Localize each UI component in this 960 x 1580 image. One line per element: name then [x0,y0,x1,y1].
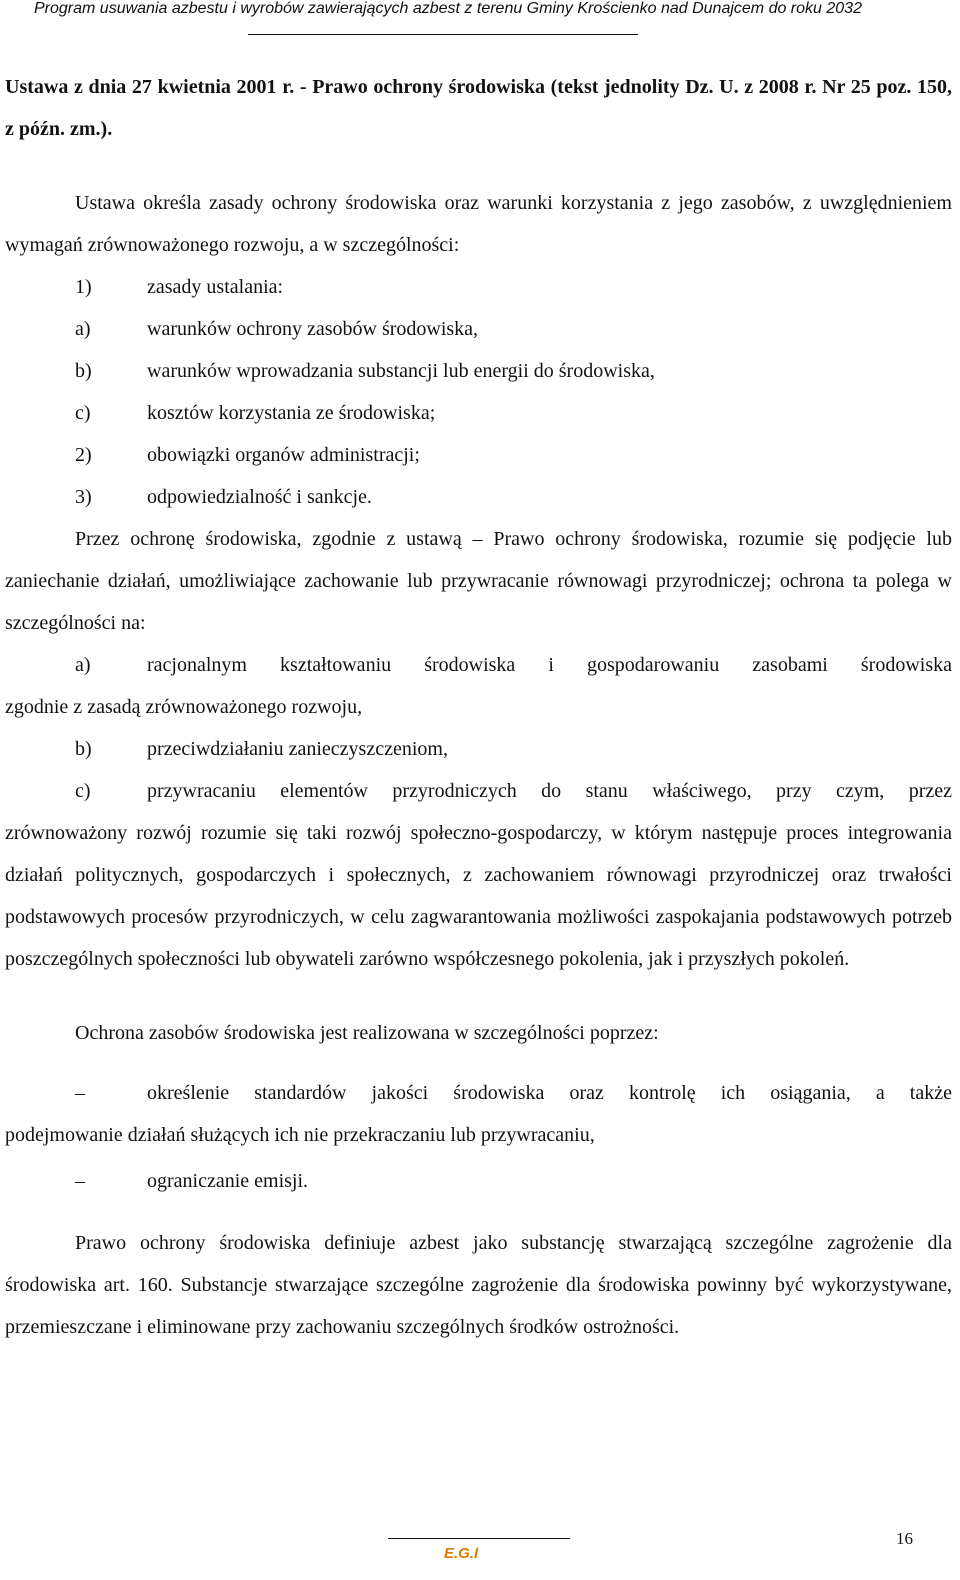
dash-item-first-line [5,1072,952,1114]
asbestus-paragraph: Prawo ochrony środowiska definiuje azbest jako substancję stwarzającą szczególne zagrożenie dla środowiska art. 160. Substancje stwarzające szczególne zagrożenie dla środowiska powinny być wykorzystywane, przemieszczane i eliminowane przy zachowaniu szczególnych środków ostrożności. [5,1232,952,1338]
footer-brand-logo: E.G.I [444,1545,479,1562]
scope-list [5,266,952,518]
dash-marker: – [75,1170,85,1192]
list-text: warunków ochrony zasobów środowiska, [147,318,479,340]
spacer [5,1202,952,1222]
list-text: kosztów korzystania ze środowiska; [147,402,436,424]
list-item [5,308,952,350]
dash-list [5,1072,952,1202]
list-marker: b) [75,738,92,760]
list-text: odpowiedzialność i sankcje. [147,486,372,508]
list-text: obowiązki organów administracji; [147,444,420,466]
list-marker: a) [75,654,91,676]
list-text: warunków wprowadzania substancji lub energii do środowiska, [147,360,655,382]
list-marker: c) [75,402,91,424]
list-item-first-line [5,644,952,686]
list-text: racjonalnym kształtowaniu środowiska i gospodarowaniu zasobami środowiska [147,654,952,676]
list-text: zasady ustalania: [147,276,284,298]
header-rule [248,34,638,35]
resources-paragraph: Ochrona zasobów środowiska jest realizowana w szczególności poprzez: [75,1022,659,1044]
dash-text: ograniczanie emisji. [147,1170,309,1192]
spacer [5,1054,952,1072]
list-item [5,392,952,434]
spacer [5,980,952,1012]
dash-text: określenie standardów jakości środowiska oraz kontrolę ich osiągania, a także [147,1082,952,1104]
list-marker: c) [75,780,91,802]
list-text: przeciwdziałaniu zanieczyszczeniom, [147,738,448,760]
list-marker: b) [75,360,92,382]
footer-rule [388,1538,570,1539]
intro-paragraph: Ustawa określa zasady ochrony środowiska oraz warunki korzystania z jego zasobów, z uwzględnieniem wymagań zrównoważonego rozwoju, a w szczególności: [5,192,952,256]
list-item [5,434,952,476]
document-body [5,66,952,1348]
page-header [0,0,960,42]
spacer [5,150,952,182]
list-item-first-line [5,770,952,812]
list-marker: a) [75,318,91,340]
list-item-continuation: zgodnie z zasadą zrównoważonego rozwoju, [5,696,363,718]
dash-item-continuation: podejmowanie działań służących ich nie przekraczaniu lub przywracaniu, [5,1124,595,1146]
list-marker: 3) [75,486,92,508]
protection-list [5,644,952,980]
header-title: Program usuwania azbestu i wyrobów zawierających azbest z terenu Gminy Krościenko nad Dunajcem do roku 2032 [34,0,862,17]
dash-item [5,1160,952,1202]
list-item [5,266,952,308]
list-marker: 2) [75,444,92,466]
list-item [5,350,952,392]
protection-definition-paragraph: Przez ochronę środowiska, zgodnie z ustawą – Prawo ochrony środowiska, rozumie się podjęcie lub zaniechanie działań, umożliwiające zachowanie lub przywracanie równowagi przyrodniczej; ochrona ta polega w szczególności na: [5,528,952,634]
page-number: 16 [896,1529,913,1548]
list-item-continuation: zrównoważony rozwój rozumie się taki rozwój społeczno-gospodarczy, w którym następuje proces integrowania działań politycznych, gospodarczych i społecznych, z zachowaniem równowagi przyrodniczej oraz trwałości podstawowych procesów przyrodniczych, w celu zagwarantowania możliwości zaspokajania podstawowych potrzeb poszczególnych społeczności lub obywateli zarówno współczesnego pokolenia, jak i przyszłych pokoleń. [5,822,952,970]
list-text: przywracaniu elementów przyrodniczych do stanu właściwego, przy czym, przez [147,780,952,802]
act-title: Ustawa z dnia 27 kwietnia 2001 r. - Prawo ochrony środowiska (tekst jednolity Dz. U. z 2008 r. Nr 25 poz. 150, z późn. zm.). [5,76,952,140]
list-item [5,476,952,518]
list-marker: 1) [75,276,92,298]
list-item [5,728,952,770]
dash-marker: – [75,1082,85,1104]
